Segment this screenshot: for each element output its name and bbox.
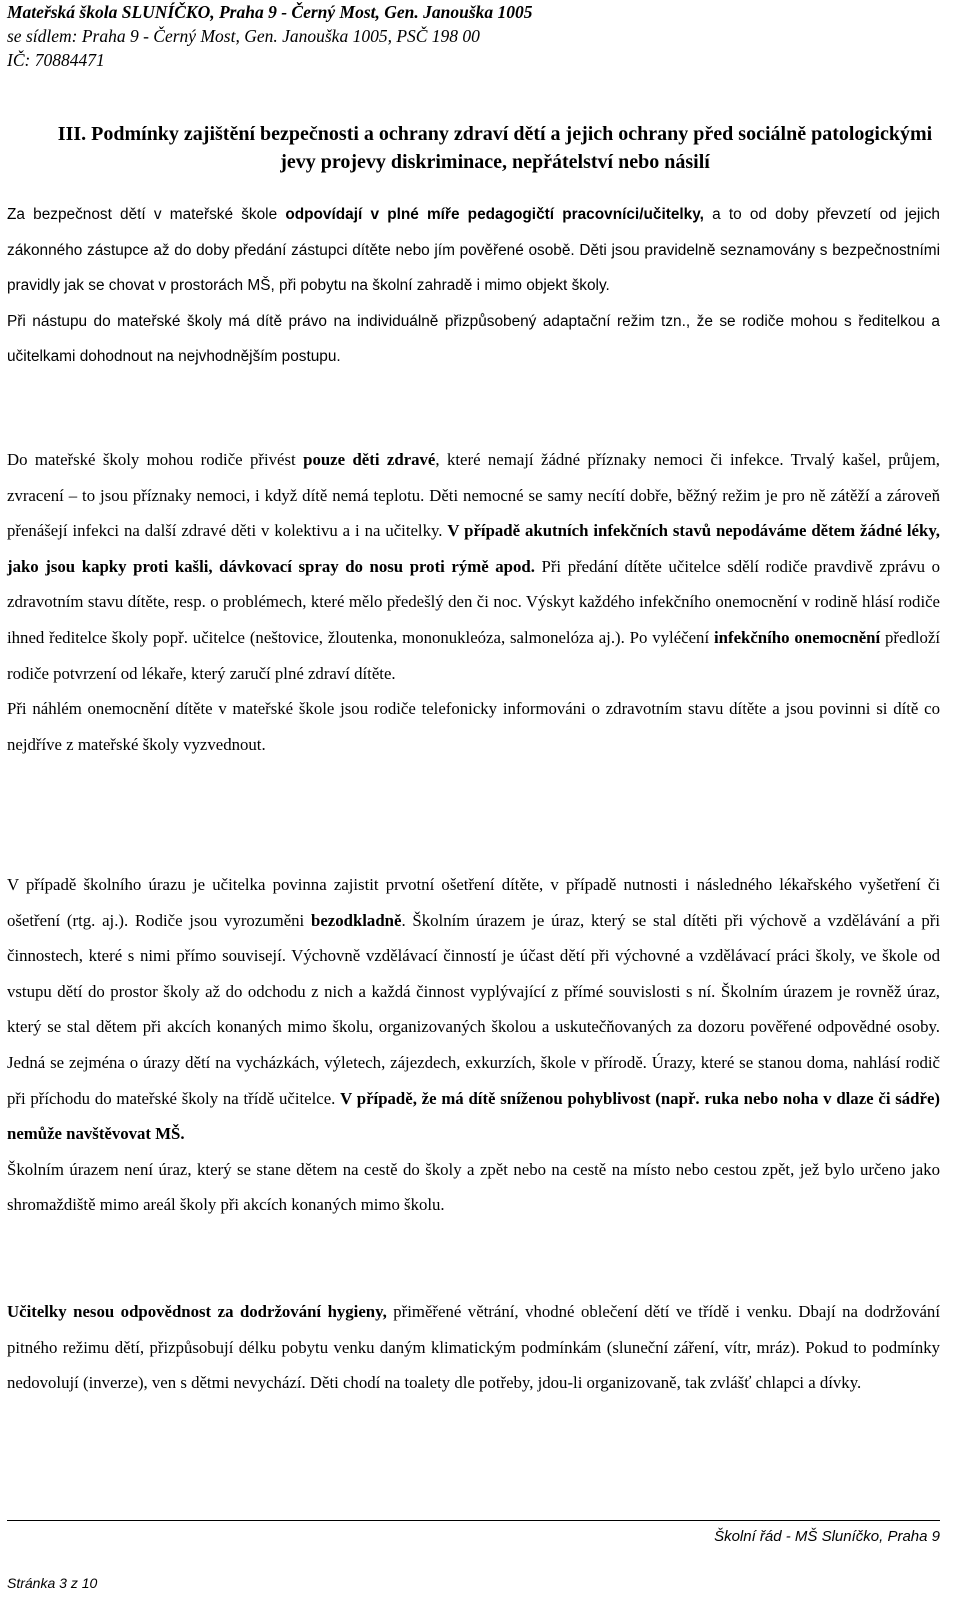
header-school-name: Mateřská škola SLUNÍČKO, Praha 9 - Černý Most, Gen. Janouška 1005 <box>7 2 533 22</box>
paragraph <box>7 197 940 304</box>
footer-divider <box>7 1520 940 1521</box>
text-run: a to od doby převzetí od jejich zákonného zástupce až do doby předání zástupci dítěte nebo jím pověřené osobě. Děti jsou pravidelně seznamovány s bezpečnostními pravidly jak se chovat v prostorách MŠ, při pobytu na školní zahradě i mimo objekt školy. <box>7 206 940 295</box>
injury-section <box>7 867 940 1223</box>
emphasis-text: V případě, že má dítě sníženou pohyblivost (např. ruka nebo noha v dlaze či sádře) nemůže navštěvovat MŠ. <box>7 1088 940 1144</box>
health-section <box>7 442 940 762</box>
paragraph: Při nástupu do mateřské školy má dítě právo na individuálně přizpůsobený adaptační režim tzn., že se rodiče mohou s ředitelkou a učitelkami dohodnout na nejvhodnějším postupu. <box>7 312 940 366</box>
footer-document-title: Školní řád - MŠ Sluníčko, Praha 9 <box>714 1528 940 1545</box>
paragraph <box>7 1294 940 1401</box>
safety-responsibility-section <box>7 197 940 375</box>
header-address: se sídlem: Praha 9 - Černý Most, Gen. Janouška 1005, PSČ 198 00 <box>7 26 480 46</box>
emphasis-text: pouze děti zdravé <box>303 450 436 469</box>
emphasis-text: Učitelky nesou odpovědnost za dodržování hygieny, <box>7 1302 387 1321</box>
hygiene-section <box>7 1294 940 1401</box>
emphasis-text: infekčního onemocnění <box>713 627 881 647</box>
emphasis-text: bezodkladně <box>310 910 402 930</box>
paragraph <box>7 442 940 691</box>
text-run: . Školním úrazem je úraz, který se stal dítěti při výchově a vzdělávání a při činnostech, které s nimi přímo souvisejí. Výchovně vzdělávací činností je účast dětí při výchovné a vzdělávací práci školy, ve škole od vstupu dětí do prostor školy až do odchodu z nich a každá činnost vyplývající z přímé souvislosti s ní. Školním úrazem je rovněž úraz, který se stal dětem při akcích konaných mimo školu, organizovaných školou a uskutečňovaných za dozoru pověřené odpovědné osoby. Jedná se zejména o úrazy dětí na vycházkách, výletech, zájezdech, exkurzích, škole v přírodě. Úrazy, které se stanou doma, nahlásí rodič při příchodu do mateřské školy na třídě učitelce. <box>7 910 940 1108</box>
text-run: V případě školního úrazu je učitelka povinna zajistit prvotní ošetření dítěte, v případě nutnosti i následného lékařského vyšetření či ošetření (rtg. aj.). Rodiče jsou vyrozuměni <box>7 875 940 930</box>
text-run: Do mateřské školy mohou rodiče přivést <box>7 450 304 469</box>
emphasis-text: odpovídají v plné míře pedagogičtí pracovníci/učitelky, <box>285 206 704 223</box>
emphasis-text: V případě akutních infekčních stavů nepodáváme dětem žádné léky, jako jsou kapky proti kašli, dávkovací spray do nosu proti rýmě apod. <box>7 521 940 576</box>
text-run: předloží rodiče potvrzení od lékaře, který zaručí plné zdraví dítěte. <box>7 627 940 683</box>
section-title: III. Podmínky zajištění bezpečnosti a ochrany zdraví dětí a jejich ochrany před sociálně patologickými jevy projevy diskriminace, nepřátelství nebo násilí <box>57 123 933 173</box>
text-run: Při předání dítěte učitelce sdělí rodiče pravdivě zprávu o zdravotním stavu dítěte, resp. o problémech, které mělo předešlý den či noc. Výskyt každého infekčního onemocnění v rodině hlásí rodiče ihned ředitelce školy popř. učitelce (neštovice, žloutenka, mononukleóza, salmonelóza aj.). Po vyléčení <box>7 556 940 647</box>
document-header <box>7 0 533 72</box>
text-run: , které nemají žádné příznaky nemoci či infekce. Trvalý kašel, průjem, zvracení – to jsou příznaky nemoci, i když dítě nemá teplotu. Děti nemocné se samy necítí dobře, běžný režim je pro ně zátěží a zároveň přenášejí infekci na další zdravé děti v kolektivu a i na učitelky. <box>7 450 940 541</box>
header-ico: IČ: 70884471 <box>7 50 105 70</box>
paragraph <box>7 867 940 1152</box>
text-run: Za bezpečnost dětí v mateřské škole <box>7 206 286 223</box>
paragraph: Školním úrazem není úraz, který se stane dětem na cestě do školy a zpět nebo na cestě na místo nebo cestou zpět, jež bylo určeno jako shromaždiště mimo areál školy při akcích konaných mimo školu. <box>7 1159 940 1215</box>
text-run: přiměřené větrání, vhodné oblečení dětí ve třídě i venku. Dbají na dodržování pitného režimu dětí, přizpůsobují délku pobytu venku daným klimatickým podmínkám (sluneční záření, vítr, mráz). Pokud to podmínky nedovolují (inverze), ven s dětmi nevychází. Děti chodí na toalety dle potřeby, jdou-li organizovaně, tak zvlášť chlapci a dívky. <box>7 1302 940 1393</box>
paragraph: Při náhlém onemocnění dítěte v mateřské škole jsou rodiče telefonicky informováni o zdravotním stavu dítěte a jsou povinni si dítě co nejdříve z mateřské školy vyzvednout. <box>7 699 940 754</box>
footer-page-number: Stránka 3 z 10 <box>7 1575 98 1591</box>
